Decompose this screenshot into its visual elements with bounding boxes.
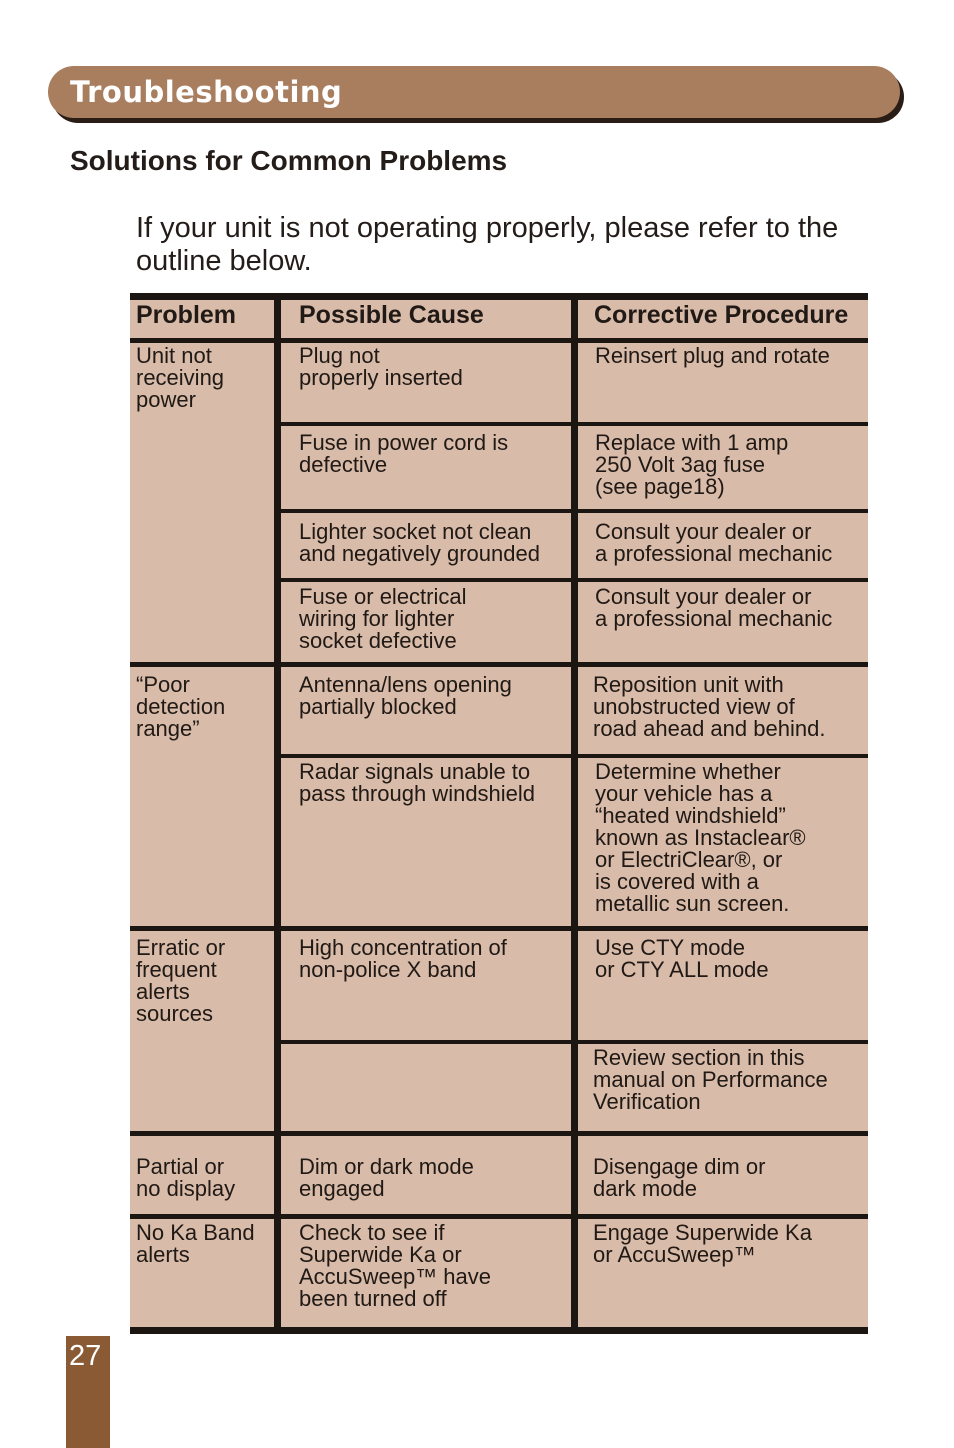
cause-cell: Plug not properly inserted (299, 343, 463, 390)
cause-cell: Antenna/lens opening partially blocked (299, 672, 512, 719)
problem-cell: “Poor detection range” (136, 672, 226, 741)
problem-cell: No Ka Band alerts (136, 1220, 255, 1267)
header-problem: Problem (136, 301, 237, 329)
table-rule (130, 926, 868, 931)
problem-cell: Erratic or frequent alerts sources (136, 935, 226, 1026)
procedure-cell: Determine whether your vehicle has a “heated windshield” known as Instaclear® or ElectriClear®, or is covered with a metallic sun screen. (595, 759, 806, 916)
table-rule (130, 293, 868, 300)
banner-title: Troubleshooting (70, 75, 343, 109)
cause-cell: Lighter socket not clean and negatively grounded (299, 519, 540, 566)
table-rule (130, 1214, 868, 1219)
page-number-tab (66, 1336, 110, 1448)
page-number: 27 (69, 1340, 102, 1372)
procedure-cell: Consult your dealer or a professional mechanic (595, 584, 833, 631)
table-rule (130, 662, 868, 667)
header-possible-cause: Possible Cause (299, 301, 484, 329)
section-subtitle: Solutions for Common Problems (70, 145, 508, 176)
column-rule (274, 300, 281, 1327)
section-banner (48, 66, 900, 118)
cause-cell: Dim or dark mode engaged (299, 1154, 474, 1201)
intro-paragraph: If your unit is not operating properly, please refer to the outline below. (136, 212, 839, 277)
problem-cell: Partial or no display (136, 1154, 236, 1201)
troubleshooting-table (130, 293, 868, 1334)
column-rule (571, 300, 578, 1327)
table-rule (130, 1131, 868, 1136)
procedure-cell: Consult your dealer or a professional mechanic (595, 519, 833, 566)
table-rule (130, 1327, 868, 1334)
header-corrective-procedure: Corrective Procedure (594, 301, 849, 329)
procedure-cell: Replace with 1 amp 250 Volt 3ag fuse (see page18) (595, 430, 789, 499)
procedure-cell: Engage Superwide Ka or AccuSweep™ (593, 1220, 812, 1267)
cause-cell: Radar signals unable to pass through windshield (299, 759, 536, 806)
cause-cell: Fuse or electrical wiring for lighter socket defective (299, 584, 467, 653)
procedure-cell: Review section in this manual on Performance Verification (593, 1045, 828, 1114)
cause-cell: High concentration of non-police X band (299, 935, 507, 982)
cause-cell: Fuse in power cord is defective (299, 430, 509, 477)
procedure-cell: Reinsert plug and rotate (595, 343, 830, 368)
procedure-cell: Disengage dim or dark mode (593, 1154, 766, 1201)
procedure-cell: Use CTY mode or CTY ALL mode (595, 935, 769, 982)
cause-cell: Check to see if Superwide Ka or AccuSweep™ have been turned off (299, 1220, 491, 1311)
procedure-cell: Reposition unit with unobstructed view of road ahead and behind. (593, 672, 826, 741)
problem-cell: Unit not receiving power (136, 343, 225, 412)
